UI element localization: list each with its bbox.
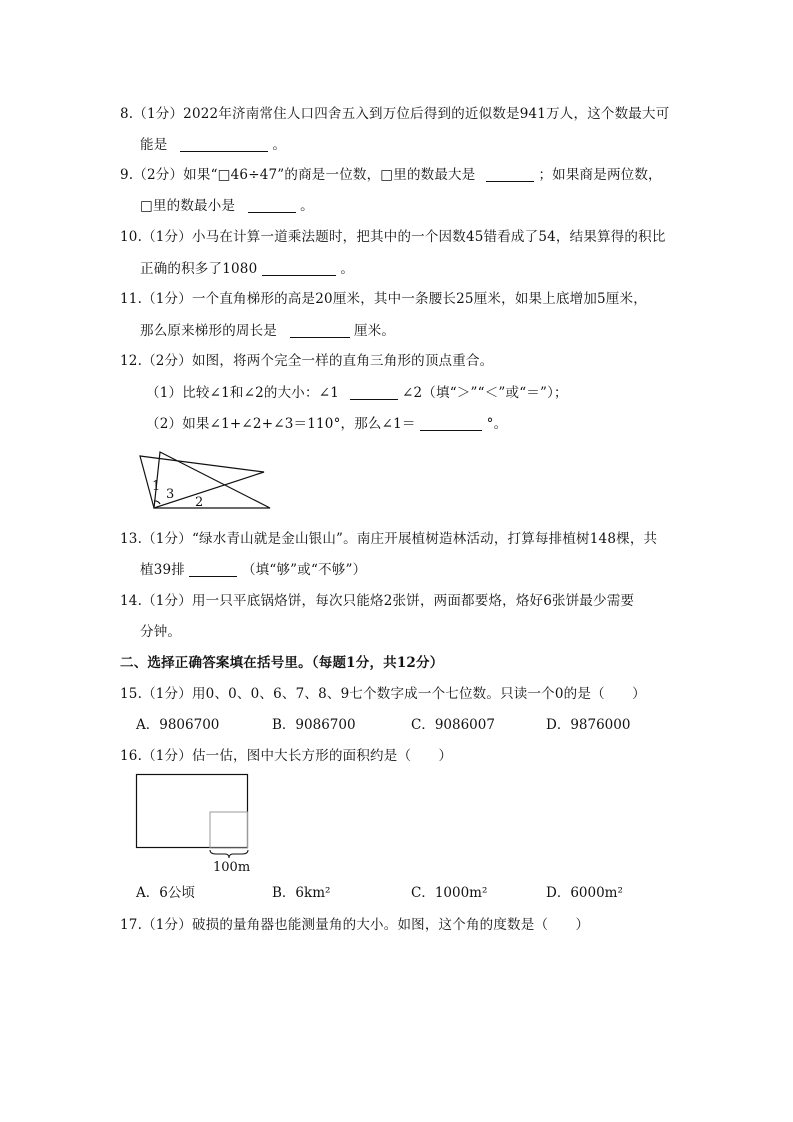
q13-line2-suffix: （填“够”或“不够”）: [241, 562, 367, 578]
q12-answer-blank-2[interactable]: [420, 416, 482, 431]
q11-line1: 11.（1分）一个直角梯形的高是20厘米，其中一条腰长25厘米，如果上底增加5厘米，: [120, 291, 647, 307]
q8-line2-suffix: 。: [272, 137, 287, 153]
q16-option-d[interactable]: D．6000m²: [546, 885, 623, 901]
angle-3-label: 3: [166, 487, 175, 502]
q11-line2-suffix: 厘米。: [354, 323, 396, 339]
q14-line1: 14.（1分）用一只平底锅烙饼，每次只能烙2张饼，两面都要烙，烙好6张饼最少需要: [120, 593, 635, 609]
q10-line2-prefix: 正确的积多了1080: [140, 261, 258, 277]
q13-line2-prefix: 植39排: [140, 562, 185, 578]
q10-line2: [140, 260, 354, 278]
q16-option-c[interactable]: C．1000m²: [411, 885, 488, 901]
q16-option-a[interactable]: A．6公顷: [136, 885, 195, 901]
q10-line2-suffix: 。: [340, 261, 355, 277]
q14-line2: 分钟。: [140, 624, 182, 640]
q12-sub2-suffix: °。: [486, 416, 508, 432]
section-2-heading: 二、选择正确答案填在括号里。（每题1分，共12分）: [120, 655, 444, 671]
q12-sub1-suffix: ∠2（填“＞”“＜”或“＝”）；: [402, 385, 568, 401]
q15-option-c[interactable]: C．9086007: [411, 717, 495, 733]
brace: [210, 850, 248, 858]
q12-triangles-figure: [140, 452, 275, 510]
q12-sub2-prefix: （2）如果∠1+∠2+∠3＝110°，那么∠1＝: [146, 416, 416, 432]
q10-answer-blank[interactable]: [262, 261, 336, 276]
q15-option-a[interactable]: A．9806700: [136, 717, 220, 733]
q9-line1: [120, 166, 662, 184]
q9-answer-blank-2[interactable]: [248, 198, 296, 213]
q9-line1-prefix: 9.（2分）如果“□46÷47”的商是一位数，□里的数最大是: [120, 167, 476, 183]
q12-sub1: [146, 384, 568, 402]
q10-line1: 10.（1分）小马在计算一道乘法题时，把其中的一个因数45错看成了54，结果算得的积比: [120, 229, 666, 245]
q11-line2: [140, 322, 395, 340]
q12-sub1-prefix: （1）比较∠1和∠2的大小：∠1: [146, 385, 339, 401]
q12-answer-blank-1[interactable]: [350, 385, 398, 400]
q13-answer-blank[interactable]: [189, 562, 237, 577]
q13-line1: 13.（1分）“绿水青山就是金山银山”。南庄开展植树造林活动，打算每排植树148棵，共: [120, 531, 658, 547]
angle-2-label: 2: [195, 495, 204, 510]
q15-option-d[interactable]: D．9876000: [546, 717, 631, 733]
q8-line1: 8.（1分）2022年济南常住人口四舍五入到万位后得到的近似数是941万人，这个数最大可: [120, 106, 670, 122]
q9-line2: [140, 197, 314, 215]
q11-line2-prefix: 那么原来梯形的周长是: [140, 323, 277, 339]
q8-line2-prefix: 能是: [140, 137, 168, 153]
q8-line2: [140, 136, 286, 154]
length-label: 100m: [213, 860, 251, 875]
q16-option-b[interactable]: B．6km²: [272, 885, 331, 901]
q16-line1: 16.（1分）估一估，图中大长方形的面积约是（ ）: [120, 748, 453, 764]
q12-sub2: [146, 415, 507, 433]
q13-line2: [140, 561, 366, 579]
q9-line1-suffix: ；如果商是两位数，: [538, 167, 662, 183]
q17-line1: 17.（1分）破损的量角器也能测量角的大小。如图，这个角的度数是（ ）: [120, 917, 590, 933]
q9-answer-blank-1[interactable]: [486, 167, 534, 182]
large-rectangle: [137, 775, 248, 848]
q8-answer-blank[interactable]: [180, 137, 268, 152]
q15-option-b[interactable]: B．9086700: [272, 717, 356, 733]
q15-line1: 15.（1分）用0、0、0、6、7、8、9七个数字成一个七位数。只读一个0的是（ ）: [120, 686, 646, 702]
q12-line1: 12.（2分）如图，将两个完全一样的直角三角形的顶点重合。: [120, 353, 494, 369]
q11-answer-blank[interactable]: [290, 323, 350, 338]
q9-line2-suffix: 。: [300, 198, 314, 214]
q16-rectangle-figure: [136, 774, 251, 874]
angle-1-label: 1: [152, 479, 161, 494]
q9-line2-prefix: □里的数最小是: [140, 198, 236, 214]
small-square: [210, 812, 248, 848]
